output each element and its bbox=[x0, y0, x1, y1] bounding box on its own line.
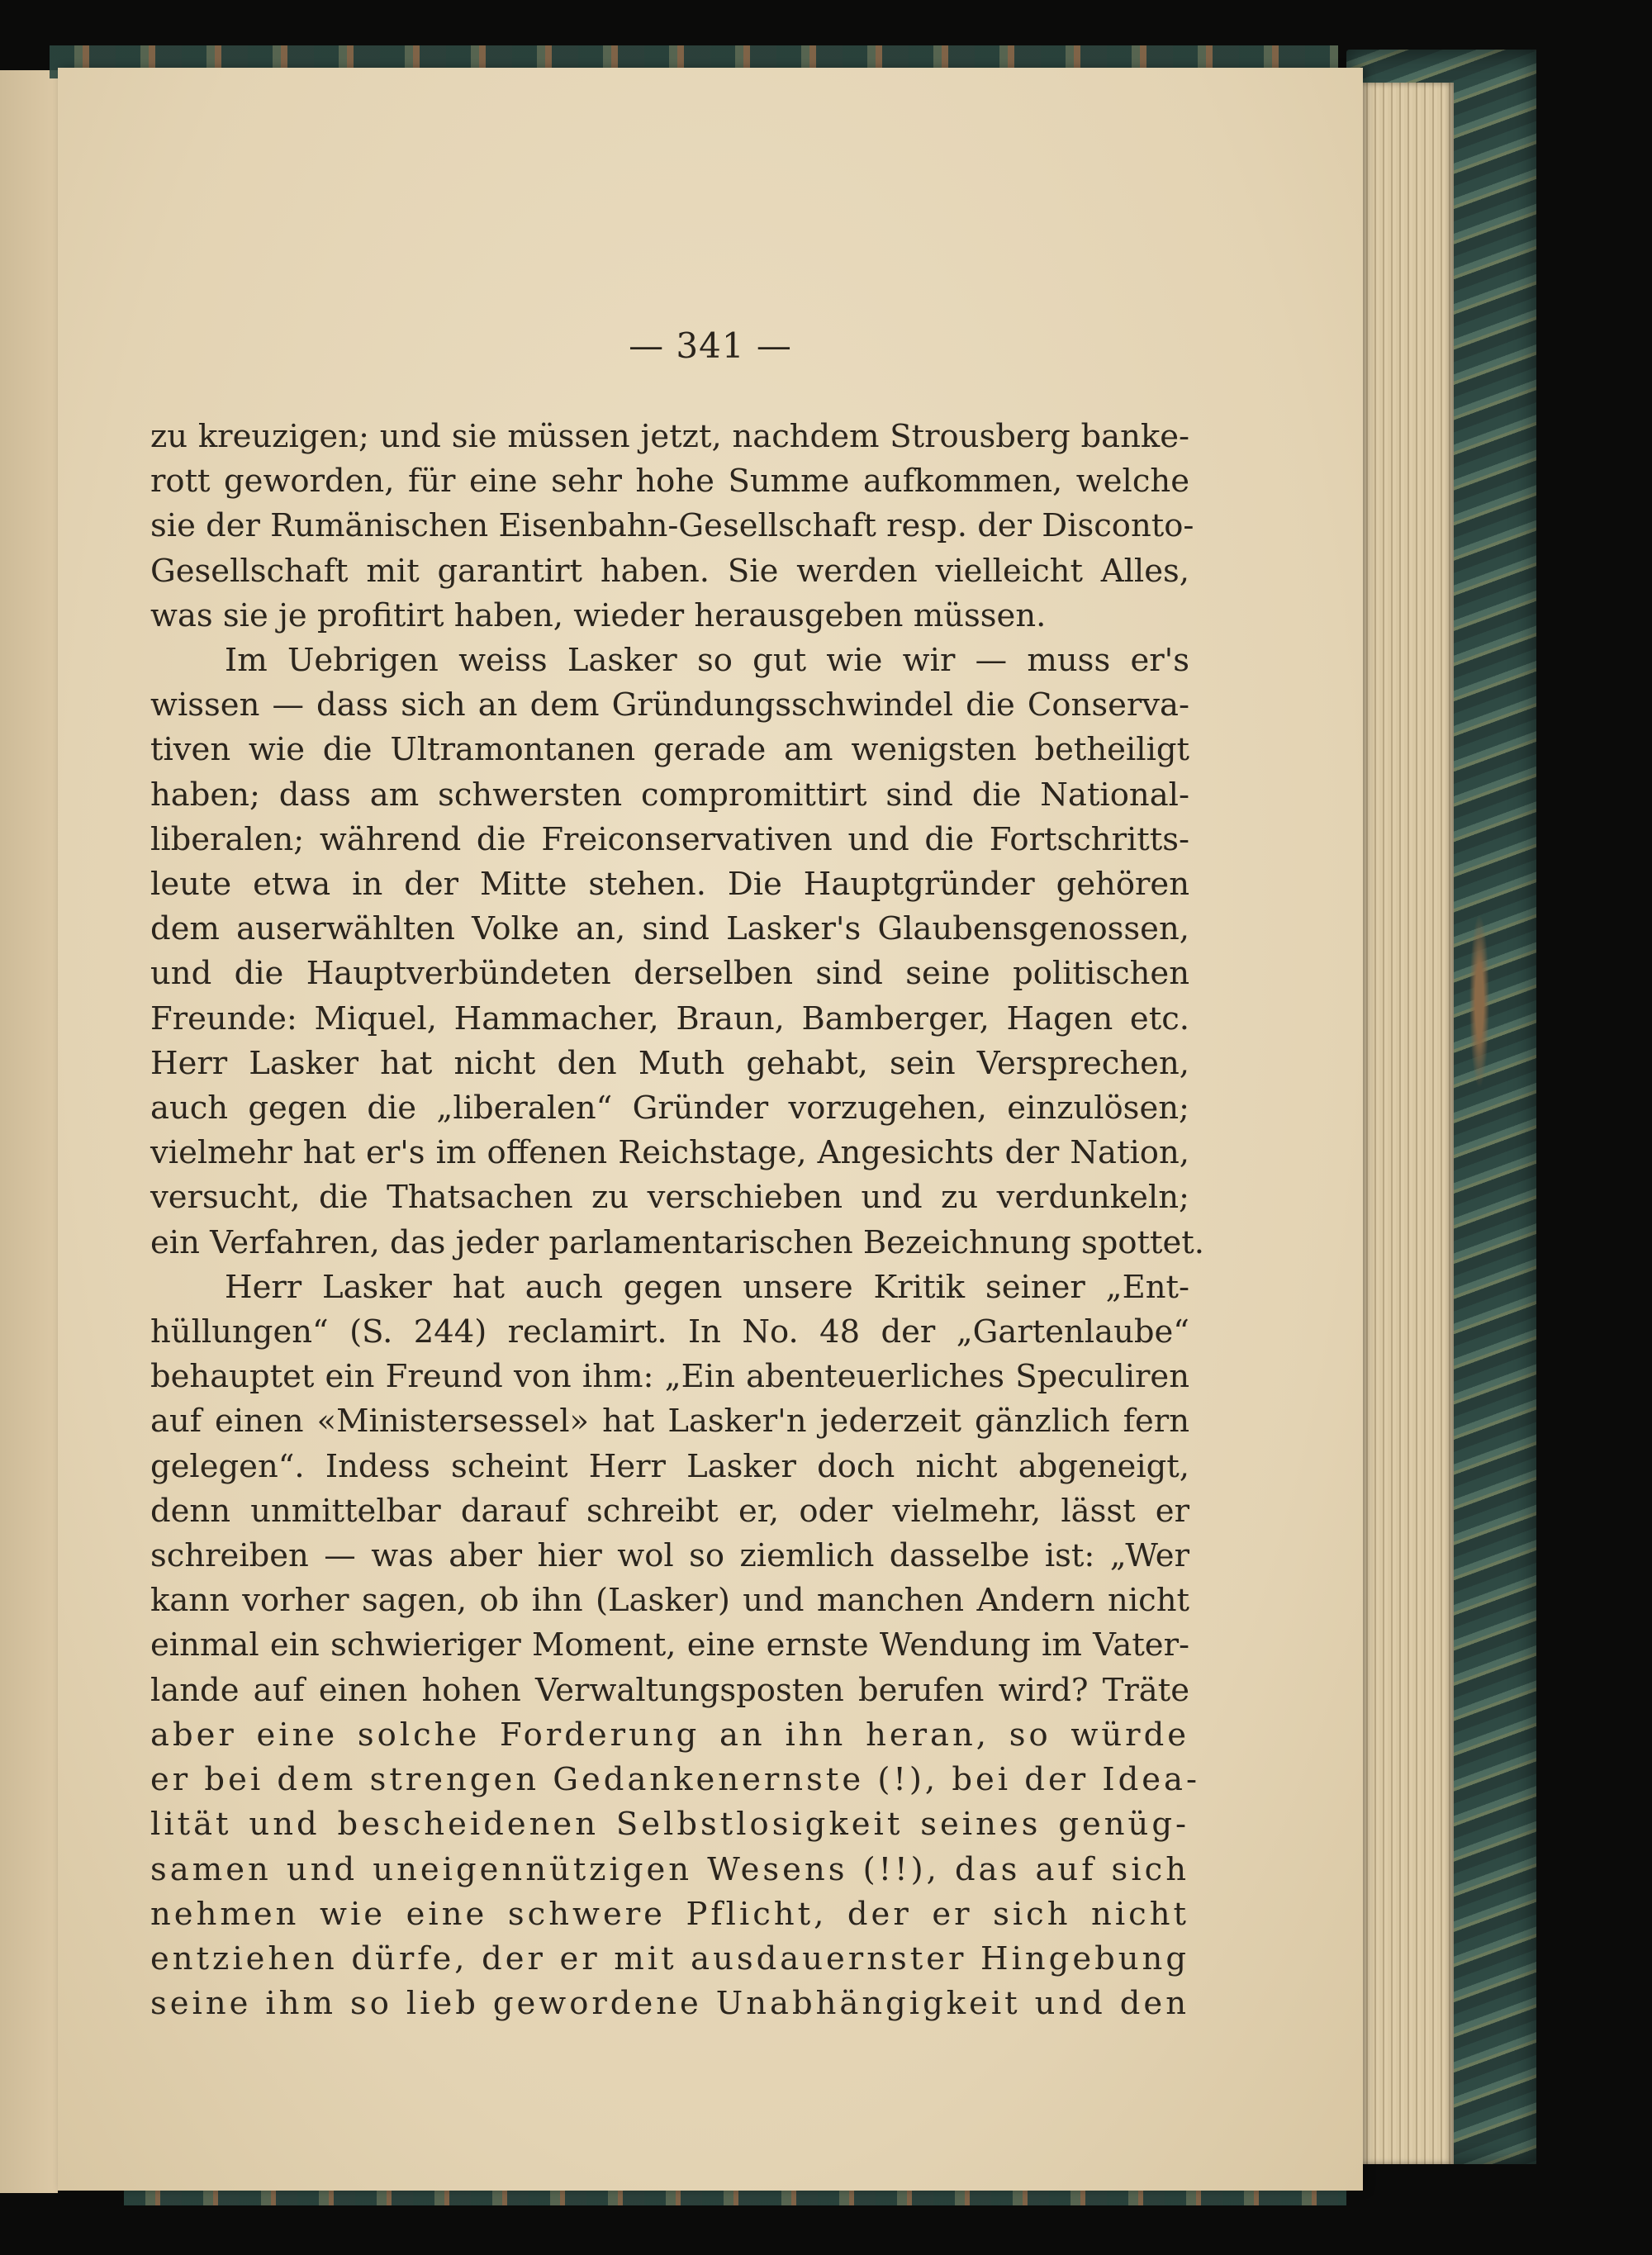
text-line: wissen — dass sich an dem Gründungsschwindel die Conserva- bbox=[150, 686, 1189, 724]
text-line: lande auf einen hohen Verwaltungsposten berufen wird? Träte bbox=[150, 1671, 1189, 1709]
text-line: nehmen wie eine schwere Pflicht, der er sich nicht bbox=[150, 1895, 1189, 1933]
text-line: vielmehr hat er's im offenen Reichstage, Angesichts der Nation, bbox=[150, 1134, 1189, 1172]
page-edges-stack bbox=[1363, 83, 1454, 2164]
text-line: seine ihm so lieb gewordene Unabhängigkeit und den bbox=[150, 1985, 1189, 2023]
text-line: denn unmittelbar darauf schreibt er, oder vielmehr, lässt er bbox=[150, 1492, 1189, 1530]
book-page bbox=[58, 68, 1363, 2191]
text-line: tiven wie die Ultramontanen gerade am wenigsten betheiligt bbox=[150, 731, 1189, 769]
facing-page-edge bbox=[0, 70, 58, 2193]
page-number: — 341 — bbox=[629, 325, 792, 366]
text-line: haben; dass am schwersten compromittirt sind die National- bbox=[150, 776, 1189, 814]
text-line: einmal ein schwieriger Moment, eine ernste Wendung im Vater- bbox=[150, 1626, 1189, 1664]
text-line: lität und bescheidenen Selbstlosigkeit seines genüg- bbox=[150, 1806, 1189, 1844]
text-line: versucht, die Thatsachen zu verschieben und zu verdunkeln; bbox=[150, 1179, 1189, 1217]
text-line: Herr Lasker hat auch gegen unsere Kritik seiner „Ent- bbox=[225, 1268, 1189, 1306]
text-line: sie der Rumänischen Eisenbahn-Gesellschaft resp. der Disconto- bbox=[150, 507, 1194, 545]
text-line: Herr Lasker hat nicht den Muth gehabt, sein Versprechen, bbox=[150, 1044, 1189, 1082]
text-line: schreiben — was aber hier wol so ziemlich dasselbe ist: „Wer bbox=[150, 1537, 1189, 1575]
text-line: liberalen; während die Freiconservativen und die Fortschritts- bbox=[150, 820, 1189, 858]
text-line: kann vorher sagen, ob ihn (Lasker) und manchen Andern nicht bbox=[150, 1582, 1189, 1620]
text-line: was sie je profitirt haben, wieder herausgeben müssen. bbox=[150, 596, 1047, 634]
text-line: ein Verfahren, das jeder parlamentarischen Bezeichnung spottet. bbox=[150, 1223, 1204, 1261]
text-line: auch gegen die „liberalen“ Gründer vorzugehen, einzulösen; bbox=[150, 1090, 1189, 1128]
text-line: behauptet ein Freund von ihm: „Ein abenteuerliches Speculiren bbox=[150, 1358, 1189, 1396]
text-line: und die Hauptverbündeten derselben sind seine politischen bbox=[150, 955, 1189, 993]
text-line: gelegen“. Indess scheint Herr Lasker doch nicht abgeneigt, bbox=[150, 1447, 1189, 1485]
text-line: hüllungen“ (S. 244) reclamirt. In No. 48 der „Gartenlaube“ bbox=[150, 1313, 1189, 1351]
text-line: er bei dem strengen Gedankenernste (!), bei der Idea- bbox=[150, 1761, 1200, 1799]
text-line: samen und uneigennützigen Wesens (!!), das auf sich bbox=[150, 1850, 1189, 1888]
text-line: rott geworden, für eine sehr hohe Summe aufkommen, welche bbox=[150, 463, 1189, 501]
text-line: entziehen dürfe, der er mit ausdauernster Hingebung bbox=[150, 1939, 1189, 1977]
text-line: Gesellschaft mit garantirt haben. Sie werden vielleicht Alles, bbox=[150, 552, 1189, 590]
text-line: aber eine solche Forderung an ihn heran, so würde bbox=[150, 1716, 1189, 1754]
body-text bbox=[150, 415, 1204, 2026]
text-line: auf einen «Ministersessel» hat Lasker'n jederzeit gänzlich fern bbox=[150, 1403, 1189, 1441]
text-line: zu kreuzigen; und sie müssen jetzt, nachdem Strousberg banke- bbox=[150, 418, 1189, 455]
text-line: dem auserwählten Volke an, sind Lasker's Glaubensgenossen, bbox=[150, 910, 1189, 948]
text-line: Freunde: Miquel, Hammacher, Braun, Bamberger, Hagen etc. bbox=[150, 999, 1189, 1037]
text-line: Im Uebrigen weiss Lasker so gut wie wir — muss er's bbox=[225, 642, 1189, 680]
text-line: leute etwa in der Mitte stehen. Die Hauptgründer gehören bbox=[150, 866, 1189, 904]
